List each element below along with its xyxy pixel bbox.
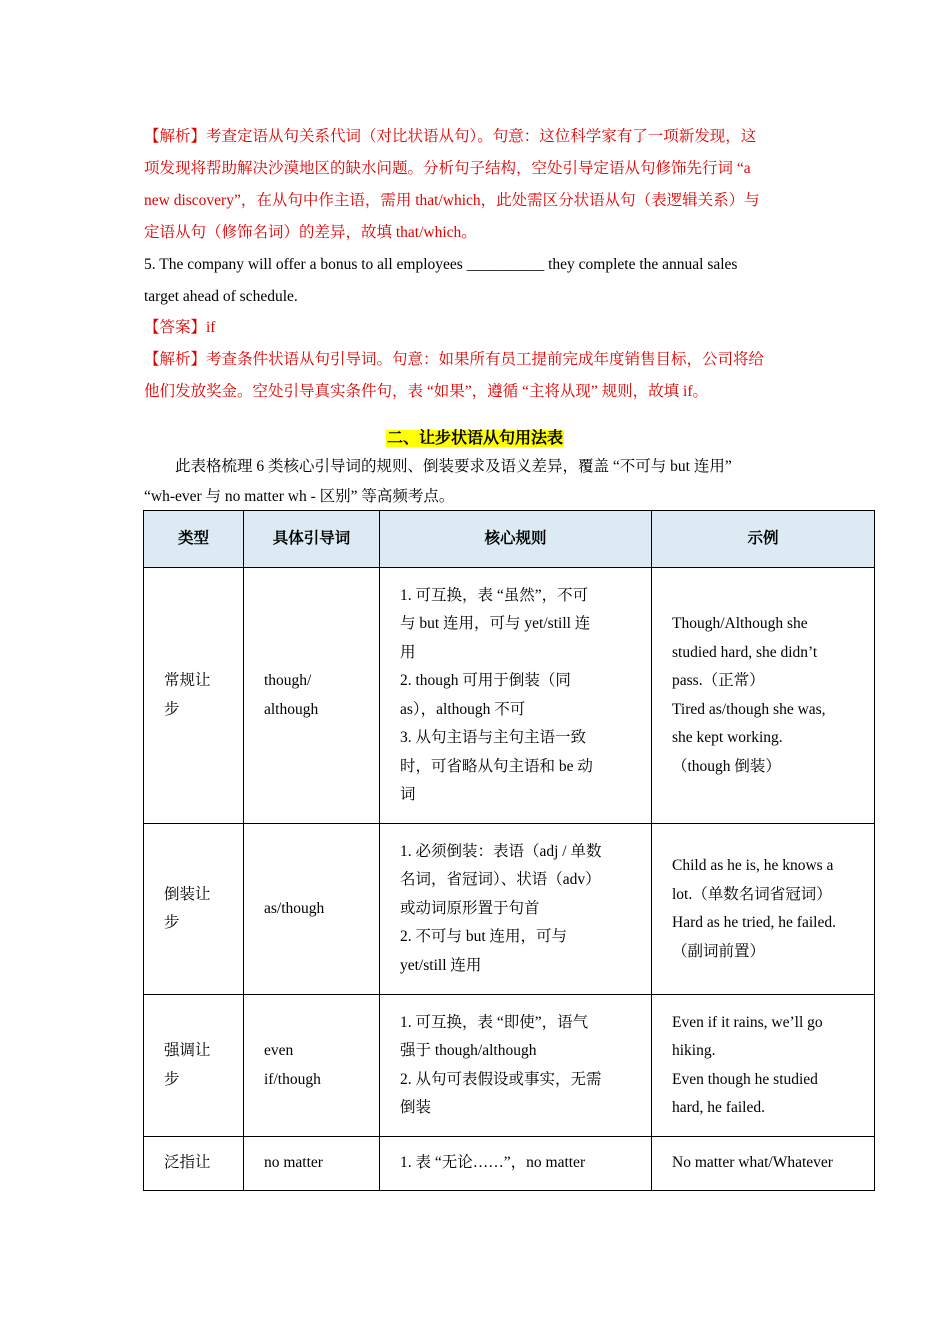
question-5 bbox=[144, 249, 824, 313]
section-title-text: 二、让步状语从句用法表 bbox=[386, 430, 563, 447]
cell-words: even if/though bbox=[244, 995, 380, 1137]
section-title bbox=[0, 428, 950, 450]
cell-type: 常规让 步 bbox=[144, 568, 244, 824]
intro-line: 此表格梳理 6 类核心引导词的规则、倒装要求及语义差异，覆盖 “不可与 but 连用” bbox=[144, 458, 732, 475]
cell-examples: Though/Although she studied hard, she didn’t pass.（正常） Tired as/though she was, she kept working. （though 倒装） bbox=[652, 568, 875, 824]
section-intro bbox=[144, 452, 844, 512]
intro-line: “wh-ever 与 no matter wh - 区别” 等高频考点。 bbox=[144, 488, 455, 505]
header-words: 具体引导词 bbox=[244, 511, 380, 568]
question-line: 5. The company will offer a bonus to all employees __________ they complete the annual sales bbox=[144, 256, 738, 273]
cell-examples: Even if it rains, we’ll go hiking. Even though he studied hard, he failed. bbox=[652, 995, 875, 1137]
cell-words: as/though bbox=[244, 824, 380, 995]
header-type: 类型 bbox=[144, 511, 244, 568]
cell-examples: Child as he is, he knows a lot.（单数名词省冠词） Hard as he tried, he failed. （副词前置） bbox=[652, 824, 875, 995]
analysis-line: 他们发放奖金。空处引导真实条件句，表 “如果”，遵循 “主将从现” 规则，故填 if。 bbox=[144, 383, 708, 400]
cell-type: 泛指让 bbox=[144, 1137, 244, 1191]
table-row bbox=[144, 824, 875, 995]
table-row bbox=[144, 568, 875, 824]
analysis-previous bbox=[144, 121, 824, 249]
cell-type: 倒装让 步 bbox=[144, 824, 244, 995]
cell-words: no matter bbox=[244, 1137, 380, 1191]
cell-type: 强调让 步 bbox=[144, 995, 244, 1137]
analysis-line: 项发现将帮助解决沙漠地区的缺水问题。分析句子结构，空处引导定语从句修饰先行词 “a bbox=[144, 160, 751, 177]
analysis-line: 【解析】考查条件状语从句引导词。句意：如果所有员工提前完成年度销售目标，公司将给 bbox=[144, 351, 765, 368]
header-rules: 核心规则 bbox=[380, 511, 652, 568]
table-header-row bbox=[144, 511, 875, 568]
cell-rules: 1. 表 “无论……”，no matter bbox=[380, 1137, 652, 1191]
header-examples: 示例 bbox=[652, 511, 875, 568]
cell-rules: 1. 必须倒装：表语（adj / 单数 名词，省冠词）、状语（adv） 或动词原形置于句首 2. 不可与 but 连用，可与 yet/still 连用 bbox=[380, 824, 652, 995]
cell-rules: 1. 可互换，表 “即使”，语气 强于 though/although 2. 从句可表假设或事实，无需 倒装 bbox=[380, 995, 652, 1137]
answer-5 bbox=[144, 312, 824, 344]
analysis-line: new discovery”，在从句中作主语，需用 that/which，此处需区分状语从句（表逻辑关系）与 bbox=[144, 192, 760, 209]
answer-line: 【答案】if bbox=[144, 319, 216, 336]
cell-examples: No matter what/Whatever bbox=[652, 1137, 875, 1191]
question-line: target ahead of schedule. bbox=[144, 288, 298, 305]
concession-clause-table bbox=[143, 510, 875, 1191]
analysis-5 bbox=[144, 344, 824, 408]
cell-rules: 1. 可互换，表 “虽然”，不可 与 but 连用，可与 yet/still 连 用 2. though 可用于倒装（同 as），although 不可 3. 从句主语与主句主语一致 时，可省略从句主语和 be 动 词 bbox=[380, 568, 652, 824]
table-row bbox=[144, 1137, 875, 1191]
cell-words: though/ although bbox=[244, 568, 380, 824]
analysis-line: 【解析】考查定语从句关系代词（对比状语从句）。句意：这位科学家有了一项新发现，这 bbox=[144, 128, 757, 145]
table-row bbox=[144, 995, 875, 1137]
analysis-line: 定语从句（修饰名词）的差异，故填 that/which。 bbox=[144, 224, 477, 241]
